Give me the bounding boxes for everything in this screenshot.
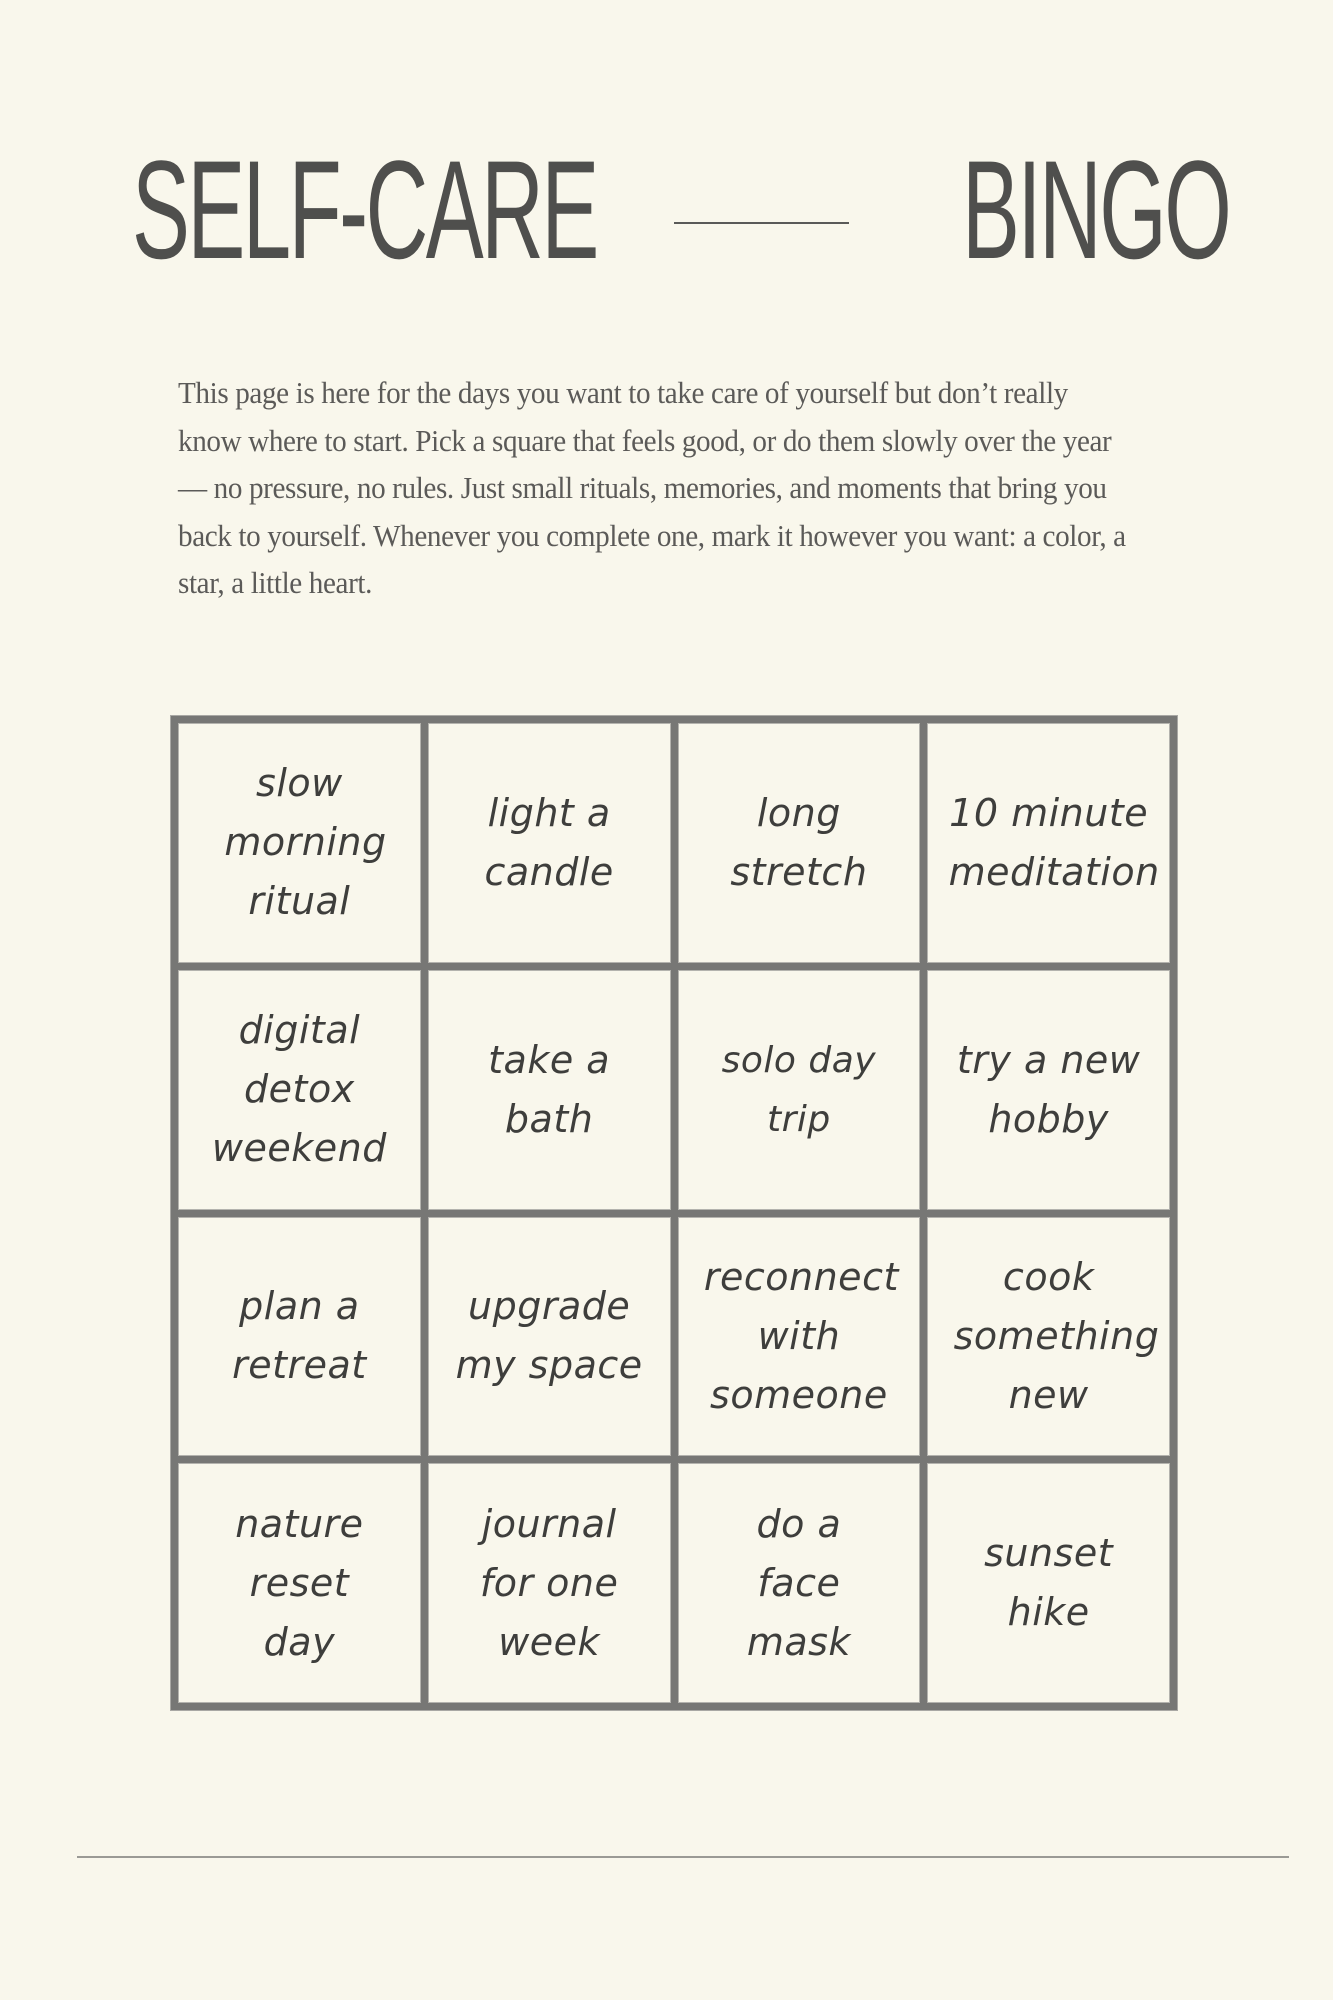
bingo-cell[interactable] xyxy=(178,1217,421,1457)
title-dash-divider xyxy=(674,222,849,224)
bingo-cell[interactable] xyxy=(428,723,671,963)
bingo-cell-label: digital detox weekend xyxy=(211,1008,387,1171)
bingo-cell[interactable] xyxy=(178,723,421,963)
bottom-divider xyxy=(77,1856,1289,1858)
intro-paragraph: This page is here for the days you want to take care of yourself but don’t really know where to start. Pick a square that feels good, or do them slowly over the year — no pressure, no rules. Just small rituals, memories, and moments that bring you back to yourself. Whenever you complete one, mark it however you want: a color, a star, a little heart. xyxy=(178,375,1126,600)
bingo-cell-label: do a face mask xyxy=(746,1501,851,1664)
bingo-cell[interactable] xyxy=(927,723,1170,963)
bingo-cell-label: solo day trip xyxy=(721,1039,877,1140)
bingo-cell-label: sunset hike xyxy=(984,1531,1114,1635)
bingo-cell[interactable] xyxy=(678,970,921,1210)
bingo-cell[interactable] xyxy=(428,1463,671,1703)
bingo-cell-label: try a new hobby xyxy=(956,1037,1141,1141)
bingo-cell[interactable] xyxy=(678,723,921,963)
title-bingo: BINGO xyxy=(962,131,1230,288)
bingo-cell-label: slow morning ritual xyxy=(224,761,387,924)
bingo-cell-label: long stretch xyxy=(730,790,868,894)
bingo-cell[interactable] xyxy=(178,970,421,1210)
bingo-cell[interactable] xyxy=(678,1463,921,1703)
bingo-cell[interactable] xyxy=(927,1463,1170,1703)
bingo-cell[interactable] xyxy=(927,970,1170,1210)
title-self-care: SELF-CARE xyxy=(132,131,597,288)
bingo-cell-label: cook something new xyxy=(953,1254,1160,1417)
bingo-grid xyxy=(171,716,1177,1710)
bingo-cell-label: take a bath xyxy=(488,1037,611,1141)
bingo-cell-label: journal for one week xyxy=(479,1501,619,1664)
bingo-cell[interactable] xyxy=(178,1463,421,1703)
bingo-cell[interactable] xyxy=(678,1217,921,1457)
bingo-cell-label: plan a retreat xyxy=(232,1284,367,1388)
bingo-cell[interactable] xyxy=(428,970,671,1210)
bingo-cell-label: 10 minute meditation xyxy=(948,790,1160,894)
bingo-cell[interactable] xyxy=(927,1217,1170,1457)
title-row xyxy=(132,131,1230,288)
bingo-cell[interactable] xyxy=(428,1217,671,1457)
bingo-cell-label: reconnect with someone xyxy=(703,1254,899,1417)
bingo-cell-label: light a candle xyxy=(484,790,614,894)
bingo-cell-label: nature reset day xyxy=(235,1501,364,1664)
bingo-cell-label: upgrade my space xyxy=(455,1284,643,1388)
